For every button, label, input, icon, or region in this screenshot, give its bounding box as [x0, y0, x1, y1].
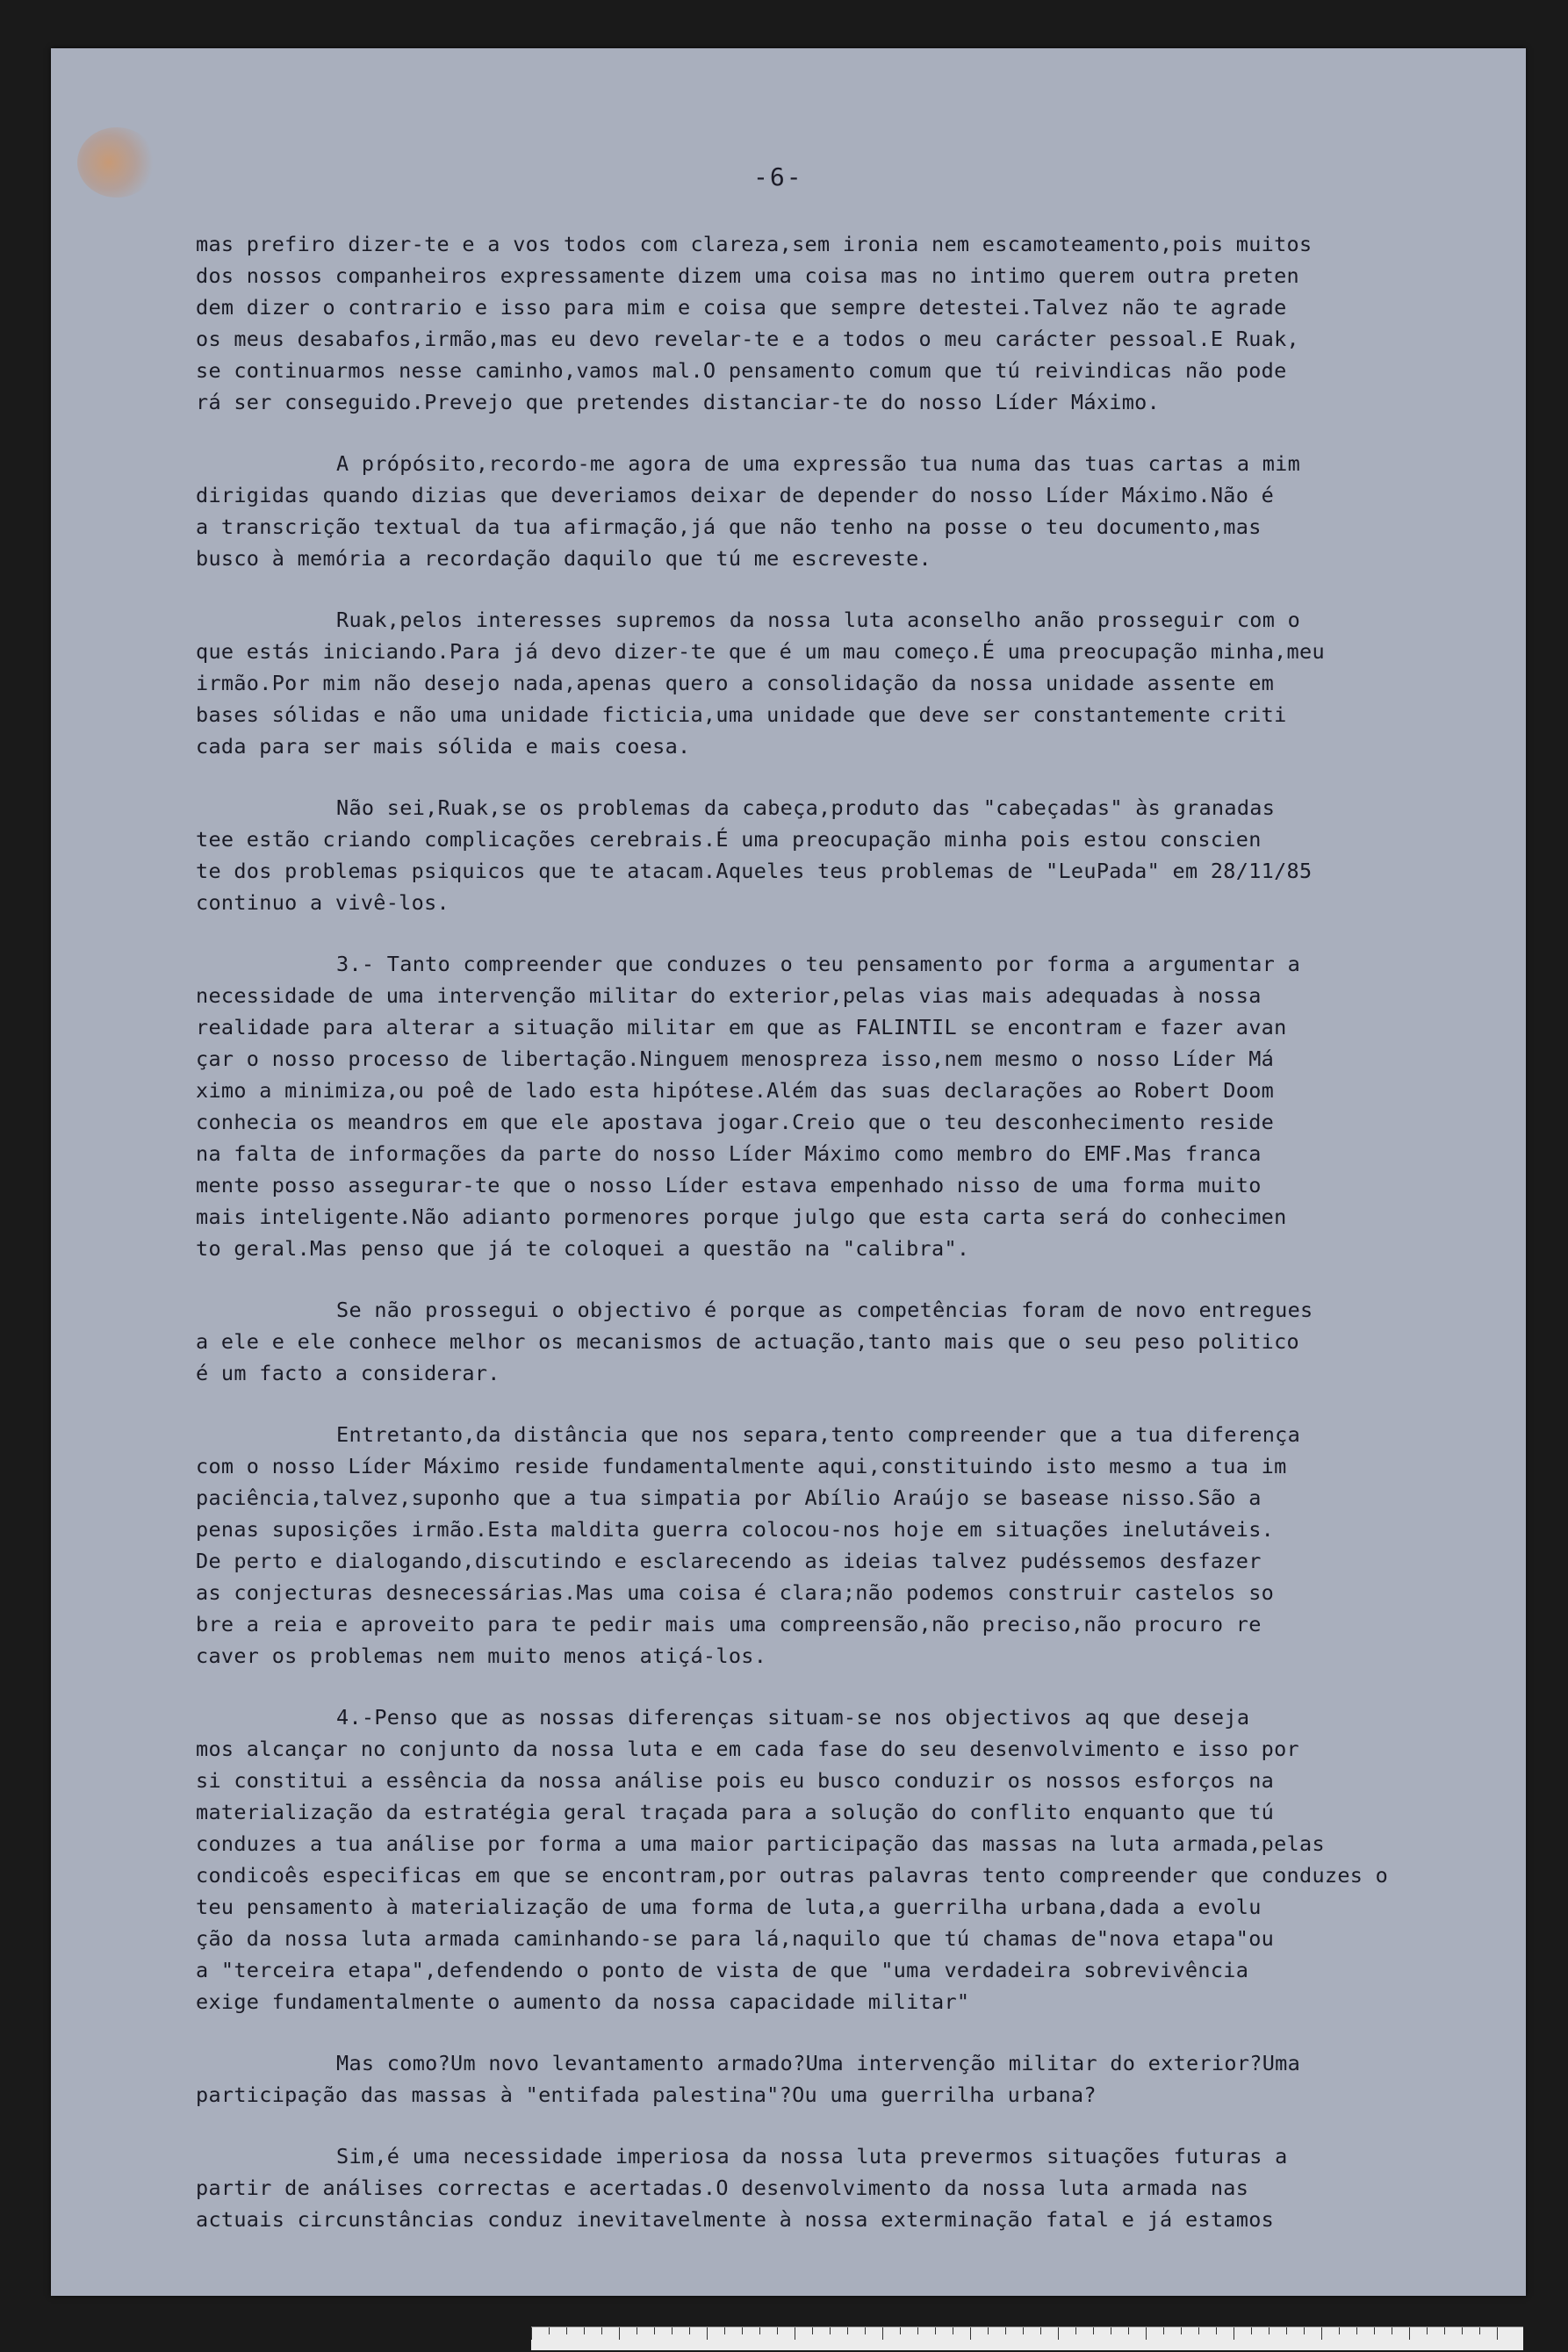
ruler-tick	[1356, 2327, 1357, 2334]
text-line: a "terceira etapa",defendendo o ponto de vista de que "uma verdadeira sobrevivência	[196, 1958, 1249, 1982]
text-line: a transcrição textual da tua afirmação,já que não tenho na posse o teu documento,mas	[196, 514, 1262, 539]
text-line: partir de análises correctas e acertadas.O desenvolvimento da nossa luta armada nas	[196, 2176, 1249, 2200]
ruler-tick	[584, 2327, 585, 2334]
paragraph	[196, 792, 1521, 918]
ruler-tick	[1128, 2327, 1129, 2334]
ruler-tick	[865, 2327, 866, 2334]
text-line: Se não prossegui o objectivo é porque as competências foram de novo entregues	[336, 1298, 1313, 1322]
text-line: conhecia os meandros em que ele apostava jogar.Creio que o teu desconhecimento reside	[196, 1110, 1275, 1134]
text-line: te dos problemas psiquicos que te atacam.Aqueles teus problemas de "LeuPada" em 28/11/85	[196, 859, 1313, 883]
stain-mark	[77, 127, 156, 198]
text-line: 4.-Penso que as nossas diferenças situam-se nos objectivos aq que deseja	[336, 1705, 1250, 1730]
text-line: cada para ser mais sólida e mais coesa.	[196, 734, 691, 759]
text-line: tee estão criando complicações cerebrais.É uma preocupação minha pois estou conscien	[196, 827, 1262, 852]
ruler-tick	[1023, 2327, 1024, 2334]
ruler-tick	[531, 2327, 532, 2340]
ruler-tick	[882, 2327, 883, 2340]
ruler-tick	[1005, 2327, 1006, 2334]
ruler-tick	[1163, 2327, 1164, 2334]
ruler-tick	[1304, 2327, 1305, 2334]
paragraph	[196, 2047, 1521, 2111]
text-line: conduzes a tua análise por forma a uma maior participação das massas na luta armada,pelas	[196, 1831, 1325, 1856]
text-line: as conjecturas desnecessárias.Mas uma coisa é clara;não podemos construir castelos so	[196, 1580, 1275, 1605]
text-line: penas suposições irmão.Esta maldita guerra colocou-nos hoje em situações inelutáveis.	[196, 1517, 1275, 1542]
ruler-tick	[1216, 2327, 1217, 2334]
text-line: actuais circunstâncias conduz inevitavelmente à nossa exterminação fatal e já estamos	[196, 2207, 1275, 2232]
text-line: De perto e dialogando,discutindo e esclarecendo as ideias talvez pudéssemos desfazer	[196, 1549, 1262, 1573]
ruler-tick	[1497, 2327, 1498, 2340]
ruler-tick	[970, 2327, 971, 2340]
paragraph	[196, 948, 1521, 1264]
text-line: na falta de informações da parte do nosso Líder Máximo como membro do EMF.Mas franca	[196, 1141, 1262, 1166]
text-line: materialização da estratégia geral traçada para a solução do conflito enquanto que tú	[196, 1800, 1275, 1824]
ruler-tick	[1286, 2327, 1287, 2334]
text-line: os meus desabafos,irmão,mas eu devo revelar-te e a todos o meu carácter pessoal.E Ruak,	[196, 327, 1299, 351]
ruler-tick	[759, 2327, 760, 2334]
ruler-tick	[830, 2327, 831, 2334]
text-line: é um facto a considerar.	[196, 1361, 500, 1385]
text-line: Sim,é uma necessidade imperiosa da nossa luta prevermos situações futuras a	[336, 2144, 1288, 2169]
text-line: dem dizer o contrario e isso para mim e coisa que sempre detestei.Talvez não te agrade	[196, 295, 1287, 320]
ruler-tick	[1374, 2327, 1375, 2334]
text-line: rá ser conseguido.Prevejo que pretendes distanciar-te do nosso Líder Máximo.	[196, 390, 1161, 414]
scan-ruler	[531, 2327, 1523, 2350]
text-line: com o nosso Líder Máximo reside fundamentalmente aqui,constituindo isto mesmo a tua im	[196, 1454, 1287, 1478]
ruler-tick	[1321, 2327, 1322, 2340]
ruler-tick	[1339, 2327, 1340, 2334]
ruler-tick	[812, 2327, 813, 2334]
text-line: bre a reia e aproveito para te pedir mais uma compreensão,não preciso,não procuro re	[196, 1612, 1262, 1636]
ruler-tick	[847, 2327, 848, 2334]
text-line: Entretanto,da distância que nos separa,tento compreender que a tua diferença	[336, 1422, 1301, 1447]
ruler-tick	[1181, 2327, 1182, 2334]
paragraph	[196, 1294, 1521, 1389]
paragraph	[196, 1419, 1521, 1672]
ruler-tick	[988, 2327, 989, 2334]
text-line: çar o nosso processo de libertação.Ninguem menospreza isso,nem mesmo o nosso Líder Má	[196, 1047, 1275, 1071]
text-line: participação das massas à "entifada palestina"?Ou uma guerrilha urbana?	[196, 2082, 1097, 2107]
text-line: Mas como?Um novo levantamento armado?Uma intervenção militar do exterior?Uma	[336, 2051, 1301, 2075]
paragraph	[196, 604, 1521, 762]
ruler-tick	[1146, 2327, 1147, 2340]
text-line: busco à memória a recordação daquilo que tú me escreveste.	[196, 546, 931, 571]
ruler-tick	[1444, 2327, 1445, 2334]
ruler-tick	[1198, 2327, 1199, 2334]
text-line: se continuarmos nesse caminho,vamos mal.O pensamento comum que tú reivindicas não pode	[196, 358, 1287, 383]
text-line: exige fundamentalmente o aumento da nossa capacidade militar"	[196, 1989, 970, 2014]
text-line: condicoês especificas em que se encontram,por outras palavras tento compreender que conduzes o	[196, 1863, 1389, 1888]
document-page	[51, 48, 1526, 2296]
ruler-tick	[1479, 2327, 1480, 2334]
letter-body	[196, 228, 1521, 2235]
ruler-tick	[549, 2327, 550, 2334]
text-line: to geral.Mas penso que já te coloquei a questão na "calibra".	[196, 1236, 970, 1261]
text-line: dirigidas quando dizias que deveriamos deixar de depender do nosso Líder Máximo.Não é	[196, 483, 1275, 507]
ruler-tick	[672, 2327, 673, 2334]
ruler-tick	[1093, 2327, 1094, 2334]
text-line: caver os problemas nem muito menos atiçá-los.	[196, 1644, 767, 1668]
text-line: A própósito,recordo-me agora de uma expressão tua numa das tuas cartas a mim	[336, 451, 1301, 476]
ruler-tick	[917, 2327, 918, 2334]
ruler-tick	[619, 2327, 620, 2340]
ruler-tick	[689, 2327, 690, 2334]
text-line: irmão.Por mim não desejo nada,apenas quero a consolidação da nossa unidade assente em	[196, 671, 1275, 695]
text-line: Ruak,pelos interesses supremos da nossa luta aconselho anão prosseguir com o	[336, 608, 1301, 632]
page-number: -6-	[753, 162, 803, 191]
text-line: teu pensamento à materialização de uma forma de luta,a guerrilha urbana,dada a evolu	[196, 1895, 1262, 1919]
ruler-tick	[1462, 2327, 1463, 2334]
ruler-tick	[601, 2327, 602, 2334]
paragraph	[196, 448, 1521, 574]
paragraph	[196, 228, 1521, 418]
text-line: bases sólidas e não uma unidade ficticia,uma unidade que deve ser constantemente criti	[196, 702, 1287, 727]
text-line: paciência,talvez,suponho que a tua simpatia por Abílio Araújo se basease nisso.São a	[196, 1485, 1262, 1510]
ruler-tick	[935, 2327, 936, 2334]
ruler-tick	[900, 2327, 901, 2334]
ruler-tick	[724, 2327, 725, 2334]
ruler-tick	[1269, 2327, 1270, 2334]
text-line: a ele e ele conhece melhor os mecanismos de actuação,tanto mais que o seu peso politico	[196, 1329, 1299, 1354]
text-line: mente posso assegurar-te que o nosso Líder estava empenhado nisso de uma forma muito	[196, 1173, 1262, 1198]
ruler-tick	[1409, 2327, 1410, 2340]
text-line: Não sei,Ruak,se os problemas da cabeça,produto das "cabeçadas" às granadas	[336, 795, 1276, 820]
paragraph	[196, 2140, 1521, 2235]
text-line: dos nossos companheiros expressamente dizem uma coisa mas no intimo querem outra preten	[196, 263, 1299, 288]
text-line: si constitui a essência da nossa análise pois eu busco conduzir os nossos esforços na	[196, 1768, 1275, 1793]
ruler-tick	[742, 2327, 743, 2334]
ruler-tick	[1040, 2327, 1041, 2334]
text-line: ção da nossa luta armada caminhando-se para lá,naquilo que tú chamas de"nova etapa"ou	[196, 1926, 1275, 1951]
ruler-tick	[654, 2327, 655, 2334]
text-line: 3.- Tanto compreender que conduzes o teu pensamento por forma a argumentar a	[336, 952, 1301, 976]
text-line: realidade para alterar a situação militar em que as FALINTIL se encontram e fazer avan	[196, 1015, 1287, 1039]
paragraph	[196, 1701, 1521, 2018]
text-line: que estás iniciando.Para já devo dizer-te que é um mau começo.É uma preocupação minha,meu	[196, 639, 1325, 664]
ruler-tick	[1427, 2327, 1428, 2334]
ruler-tick	[1251, 2327, 1252, 2334]
text-line: mais inteligente.Não adianto pormenores porque julgo que esta carta será do conhecimen	[196, 1205, 1287, 1229]
text-line: mas prefiro dizer-te e a vos todos com clareza,sem ironia nem escamoteamento,pois muitos	[196, 232, 1313, 256]
ruler-tick	[777, 2327, 778, 2334]
text-line: necessidade de uma intervenção militar do exterior,pelas vias mais adequadas à nossa	[196, 983, 1262, 1008]
ruler-tick	[1075, 2327, 1076, 2334]
ruler-tick	[707, 2327, 708, 2340]
text-line: mos alcançar no conjunto da nossa luta e em cada fase do seu desenvolvimento e isso por	[196, 1737, 1299, 1761]
ruler-tick	[566, 2327, 567, 2334]
ruler-tick	[1058, 2327, 1059, 2340]
text-line: ximo a minimiza,ou poê de lado esta hipótese.Além das suas declarações ao Robert Doom	[196, 1078, 1275, 1103]
text-line: continuo a vivê-los.	[196, 890, 450, 915]
